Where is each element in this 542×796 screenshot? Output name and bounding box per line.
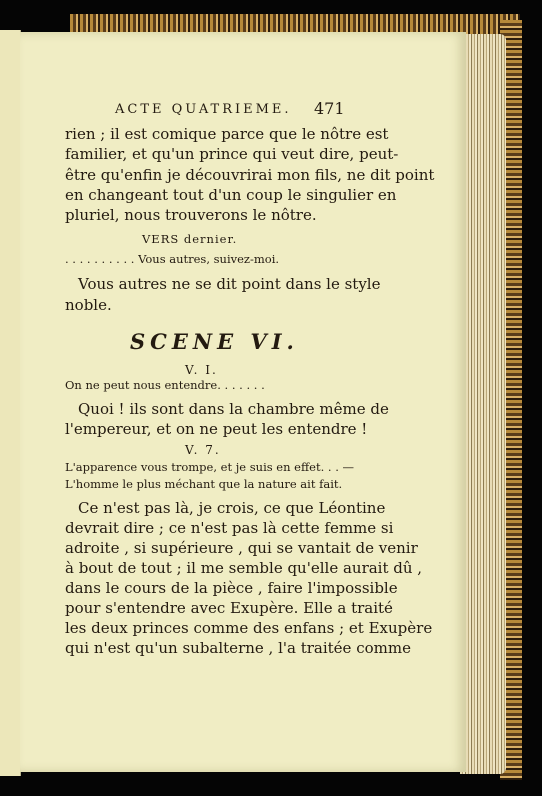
para2-line1: Vous autres ne se dit point dans le style xyxy=(78,275,381,293)
para2-line2: noble. xyxy=(65,296,112,314)
para1-line2: familier, et qu'un prince qui veut dire, peut- xyxy=(65,145,399,163)
v1-para-line2: l'empereur, et on ne peut les entendre ! xyxy=(65,420,368,438)
para3-line7: les deux princes comme des enfans ; et Exupère xyxy=(65,619,433,637)
scene-title: SCENE VI. xyxy=(130,329,299,354)
v1-heading: V. I. xyxy=(185,363,218,377)
para3-line1: Ce n'est pas là, je crois, ce que Léontine xyxy=(78,499,386,517)
facing-page-edge xyxy=(0,30,21,776)
para3-line8: qui n'est qu'un subalterne , l'a traitée comme xyxy=(65,639,411,657)
gilt-edge-top xyxy=(70,14,520,34)
v7-heading: V. 7. xyxy=(185,443,221,457)
vers-quote: . . . . . . . . . . Vous autres, suivez-moi. xyxy=(65,252,280,266)
page-number: 471 xyxy=(314,99,345,118)
para3-line4: à bout de tout ; il me semble qu'elle aurait dû , xyxy=(65,559,423,577)
para1-line5: pluriel, nous trouverons le nôtre. xyxy=(65,206,317,224)
para1-line4: en changeant tout d'un coup le singulier en xyxy=(65,186,397,204)
v1-para-line1: Quoi ! ils sont dans la chambre même de xyxy=(78,400,389,418)
para3-line6: pour s'entendre avec Exupère. Elle a traité xyxy=(65,599,393,617)
v7-quote1: L'apparence vous trompe, et je suis en effet. . . — xyxy=(65,460,355,474)
para1-line1: rien ; il est comique parce que le nôtre est xyxy=(65,125,389,143)
page-edges xyxy=(460,34,506,774)
v1-quote: On ne peut nous entendre. . . . . . . xyxy=(65,378,265,392)
para1-line3: être qu'enfin je découvrirai mon fils, ne dit point xyxy=(65,166,435,184)
vers-heading: VERS dernier. xyxy=(142,232,238,246)
para3-line2: devrait dire ; ce n'est pas là cette femme si xyxy=(65,519,394,537)
para3-line3: adroite , si supérieure , qui se vantait de venir xyxy=(65,539,418,557)
v7-quote2: L'homme le plus méchant que la nature ait fait. xyxy=(65,477,343,491)
running-title: ACTE QUATRIEME. xyxy=(115,102,292,117)
book-page xyxy=(20,32,466,772)
para3-line5: dans le cours de la pièce , faire l'impossible xyxy=(65,579,398,597)
